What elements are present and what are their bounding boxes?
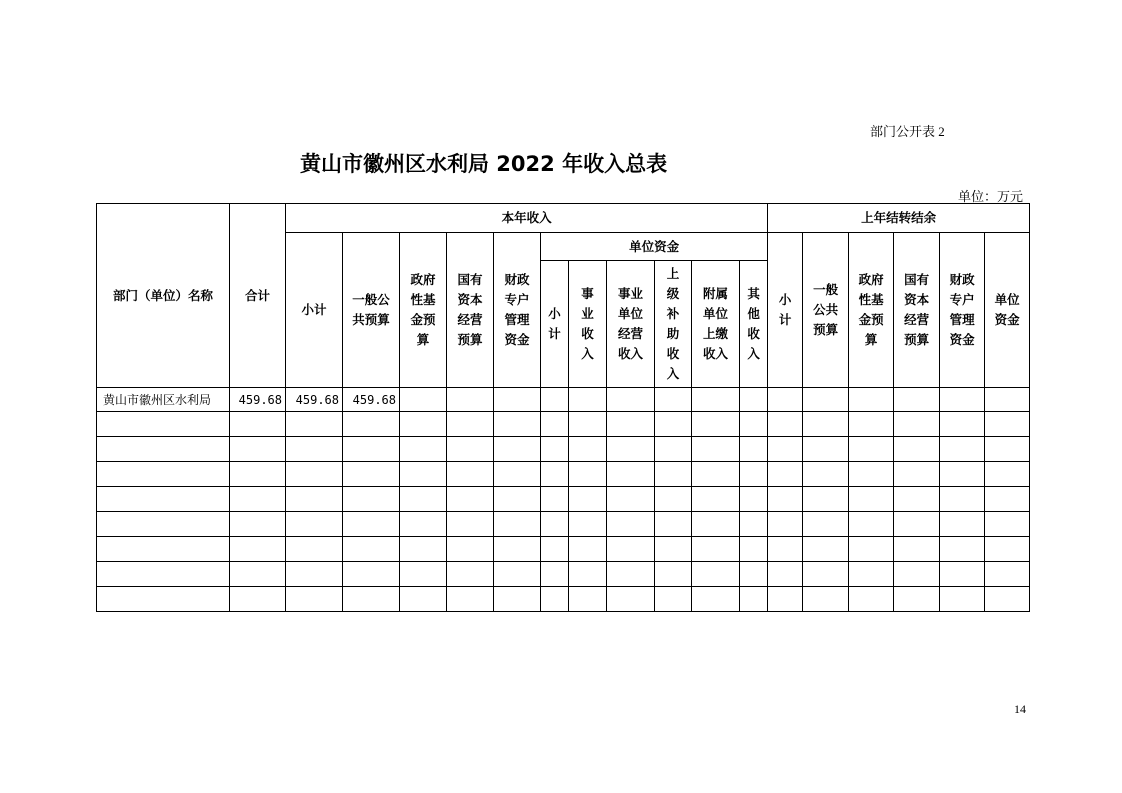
cell-empty: [286, 537, 343, 562]
cell-empty: [230, 462, 286, 487]
cell-empty: [740, 437, 768, 462]
cell-empty: [607, 412, 655, 437]
header-cy-state-capital: 国有 资本 经营 预算: [447, 233, 494, 388]
cell-cy-subtotal: 459.68: [286, 388, 343, 412]
cell-empty: [740, 412, 768, 437]
cell-empty: [894, 587, 940, 612]
header-py-general: 一般 公共 预算: [803, 233, 849, 388]
cell-empty: [894, 487, 940, 512]
cell-empty: [985, 388, 1030, 412]
cell-empty: [494, 437, 541, 462]
cell-empty: [803, 512, 849, 537]
cell-cy-general: 459.68: [343, 388, 400, 412]
cell-empty: [286, 587, 343, 612]
table-row: [97, 462, 1030, 487]
cell-empty: [985, 562, 1030, 587]
cell-empty: [447, 412, 494, 437]
cell-empty: [230, 512, 286, 537]
cell-empty: [655, 562, 692, 587]
header-prev-year: 上年结转结余: [768, 204, 1030, 233]
cell-empty: [655, 512, 692, 537]
cell-empty: [447, 512, 494, 537]
cell-empty: [400, 388, 447, 412]
cell-empty: [768, 512, 803, 537]
cell-empty: [541, 562, 569, 587]
header-uf-business: 事 业 收 入: [569, 261, 607, 388]
cell-empty: [692, 462, 740, 487]
cell-empty: [803, 562, 849, 587]
cell-empty: [768, 462, 803, 487]
cell-empty: [607, 388, 655, 412]
cell-empty: [494, 562, 541, 587]
cell-empty: [849, 487, 894, 512]
cell-empty: [569, 487, 607, 512]
cell-empty: [447, 437, 494, 462]
cell-empty: [740, 388, 768, 412]
cell-empty: [494, 388, 541, 412]
cell-empty: [894, 562, 940, 587]
table-row: [97, 562, 1030, 587]
cell-empty: [940, 462, 985, 487]
cell-empty: [768, 437, 803, 462]
cell-empty: [286, 437, 343, 462]
cell-empty: [894, 537, 940, 562]
cell-empty: [803, 437, 849, 462]
table-row: [97, 537, 1030, 562]
cell-empty: [655, 587, 692, 612]
cell-empty: [940, 587, 985, 612]
cell-empty: [803, 388, 849, 412]
cell-empty: [569, 462, 607, 487]
cell-dept-name: 黄山市徽州区水利局: [97, 388, 230, 412]
cell-empty: [740, 562, 768, 587]
cell-empty: [985, 487, 1030, 512]
cell-empty: [985, 587, 1030, 612]
cell-empty: [230, 587, 286, 612]
header-cy-general: 一般公 共预算: [343, 233, 400, 388]
cell-empty: [607, 512, 655, 537]
cell-empty: [343, 562, 400, 587]
cell-empty: [768, 487, 803, 512]
cell-empty: [768, 537, 803, 562]
cell-empty: [541, 487, 569, 512]
unit-label: 单位：万元: [958, 190, 1024, 205]
cell-empty: [494, 462, 541, 487]
cell-empty: [447, 587, 494, 612]
page-number: 14: [1014, 702, 1026, 716]
cell-empty: [940, 562, 985, 587]
cell-empty: [894, 462, 940, 487]
cell-empty: [286, 512, 343, 537]
cell-empty: [541, 412, 569, 437]
cell-empty: [655, 437, 692, 462]
cell-empty: [400, 437, 447, 462]
table-row: [97, 412, 1030, 437]
table-row: [97, 587, 1030, 612]
header-py-gov-fund: 政府 性基 金预 算: [849, 233, 894, 388]
cell-empty: [803, 587, 849, 612]
cell-empty: [894, 388, 940, 412]
cell-empty: [400, 462, 447, 487]
cell-empty: [940, 487, 985, 512]
cell-empty: [447, 562, 494, 587]
cell-empty: [400, 412, 447, 437]
header-cy-gov-fund: 政府 性基 金预 算: [400, 233, 447, 388]
cell-empty: [400, 562, 447, 587]
header-uf-other: 其 他 收 入: [740, 261, 768, 388]
cell-empty: [541, 388, 569, 412]
cell-empty: [607, 587, 655, 612]
cell-empty: [849, 437, 894, 462]
form-number: 部门公开表 2: [870, 124, 945, 139]
table-row: [97, 388, 1030, 412]
cell-empty: [97, 512, 230, 537]
cell-empty: [985, 462, 1030, 487]
cell-empty: [494, 587, 541, 612]
cell-empty: [849, 537, 894, 562]
table-row: [97, 437, 1030, 462]
cell-empty: [343, 487, 400, 512]
cell-empty: [655, 537, 692, 562]
cell-empty: [230, 537, 286, 562]
cell-empty: [286, 462, 343, 487]
header-total: 合计: [230, 204, 286, 388]
header-dept-name: 部门（单位）名称: [97, 204, 230, 388]
cell-empty: [569, 412, 607, 437]
cell-empty: [940, 437, 985, 462]
cell-empty: [940, 412, 985, 437]
cell-empty: [286, 412, 343, 437]
cell-empty: [655, 388, 692, 412]
cell-empty: [607, 562, 655, 587]
cell-empty: [803, 537, 849, 562]
header-unit-funds: 单位资金: [541, 233, 768, 261]
header-uf-superior-subsidy: 上 级 补 助 收 入: [655, 261, 692, 388]
cell-empty: [940, 388, 985, 412]
cell-empty: [655, 487, 692, 512]
cell-empty: [494, 487, 541, 512]
cell-empty: [343, 437, 400, 462]
cell-empty: [286, 562, 343, 587]
cell-empty: [541, 462, 569, 487]
cell-empty: [692, 587, 740, 612]
cell-empty: [985, 437, 1030, 462]
cell-empty: [400, 512, 447, 537]
cell-empty: [894, 512, 940, 537]
header-py-state-capital: 国有 资本 经营 预算: [894, 233, 940, 388]
header-py-fiscal-special: 财政 专户 管理 资金: [940, 233, 985, 388]
header-cy-fiscal-special: 财政 专户 管理 资金: [494, 233, 541, 388]
cell-empty: [940, 537, 985, 562]
cell-empty: [803, 462, 849, 487]
cell-empty: [97, 537, 230, 562]
cell-total: 459.68: [230, 388, 286, 412]
cell-empty: [343, 412, 400, 437]
cell-empty: [894, 412, 940, 437]
cell-empty: [849, 562, 894, 587]
cell-empty: [985, 512, 1030, 537]
cell-empty: [400, 587, 447, 612]
cell-empty: [447, 388, 494, 412]
header-py-unit-funds: 单位 资金: [985, 233, 1030, 388]
cell-empty: [985, 412, 1030, 437]
cell-empty: [894, 437, 940, 462]
cell-empty: [569, 587, 607, 612]
cell-empty: [768, 412, 803, 437]
header-uf-operation: 事业 单位 经营 收入: [607, 261, 655, 388]
cell-empty: [940, 512, 985, 537]
cell-empty: [230, 562, 286, 587]
header-py-subtotal: 小 计: [768, 233, 803, 388]
cell-empty: [692, 437, 740, 462]
cell-empty: [286, 487, 343, 512]
header-cy-subtotal: 小计: [286, 233, 343, 388]
cell-empty: [740, 462, 768, 487]
cell-empty: [849, 512, 894, 537]
cell-empty: [343, 512, 400, 537]
header-current-year: 本年收入: [286, 204, 768, 233]
cell-empty: [803, 412, 849, 437]
cell-empty: [541, 512, 569, 537]
cell-empty: [849, 462, 894, 487]
cell-empty: [97, 412, 230, 437]
cell-empty: [569, 562, 607, 587]
cell-empty: [803, 487, 849, 512]
cell-empty: [740, 487, 768, 512]
page-title: 黄山市徽州区水利局 2022 年收入总表: [300, 152, 668, 176]
cell-empty: [569, 512, 607, 537]
cell-empty: [692, 388, 740, 412]
cell-empty: [541, 537, 569, 562]
cell-empty: [230, 487, 286, 512]
cell-empty: [740, 587, 768, 612]
cell-empty: [849, 388, 894, 412]
cell-empty: [849, 412, 894, 437]
cell-empty: [692, 562, 740, 587]
header-uf-affiliated: 附属 单位 上缴 收入: [692, 261, 740, 388]
cell-empty: [494, 412, 541, 437]
cell-empty: [692, 412, 740, 437]
cell-empty: [343, 462, 400, 487]
cell-empty: [740, 512, 768, 537]
cell-empty: [569, 437, 607, 462]
cell-empty: [692, 537, 740, 562]
cell-empty: [97, 437, 230, 462]
income-summary-table: [96, 203, 1030, 612]
cell-empty: [447, 537, 494, 562]
cell-empty: [740, 537, 768, 562]
table-row: [97, 487, 1030, 512]
cell-empty: [97, 562, 230, 587]
header-uf-subtotal: 小 计: [541, 261, 569, 388]
table-row: [97, 512, 1030, 537]
cell-empty: [692, 512, 740, 537]
cell-empty: [607, 462, 655, 487]
cell-empty: [607, 537, 655, 562]
cell-empty: [447, 487, 494, 512]
cell-empty: [494, 512, 541, 537]
cell-empty: [569, 537, 607, 562]
cell-empty: [655, 462, 692, 487]
cell-empty: [230, 437, 286, 462]
cell-empty: [768, 388, 803, 412]
cell-empty: [607, 437, 655, 462]
cell-empty: [230, 412, 286, 437]
cell-empty: [400, 487, 447, 512]
cell-empty: [768, 562, 803, 587]
cell-empty: [849, 587, 894, 612]
cell-empty: [692, 487, 740, 512]
cell-empty: [768, 587, 803, 612]
cell-empty: [97, 587, 230, 612]
cell-empty: [343, 537, 400, 562]
cell-empty: [97, 487, 230, 512]
cell-empty: [343, 587, 400, 612]
cell-empty: [985, 537, 1030, 562]
cell-empty: [400, 537, 447, 562]
cell-empty: [97, 462, 230, 487]
cell-empty: [541, 437, 569, 462]
cell-empty: [655, 412, 692, 437]
cell-empty: [607, 487, 655, 512]
cell-empty: [569, 388, 607, 412]
table-body: [97, 388, 1030, 612]
cell-empty: [447, 462, 494, 487]
cell-empty: [494, 537, 541, 562]
cell-empty: [541, 587, 569, 612]
